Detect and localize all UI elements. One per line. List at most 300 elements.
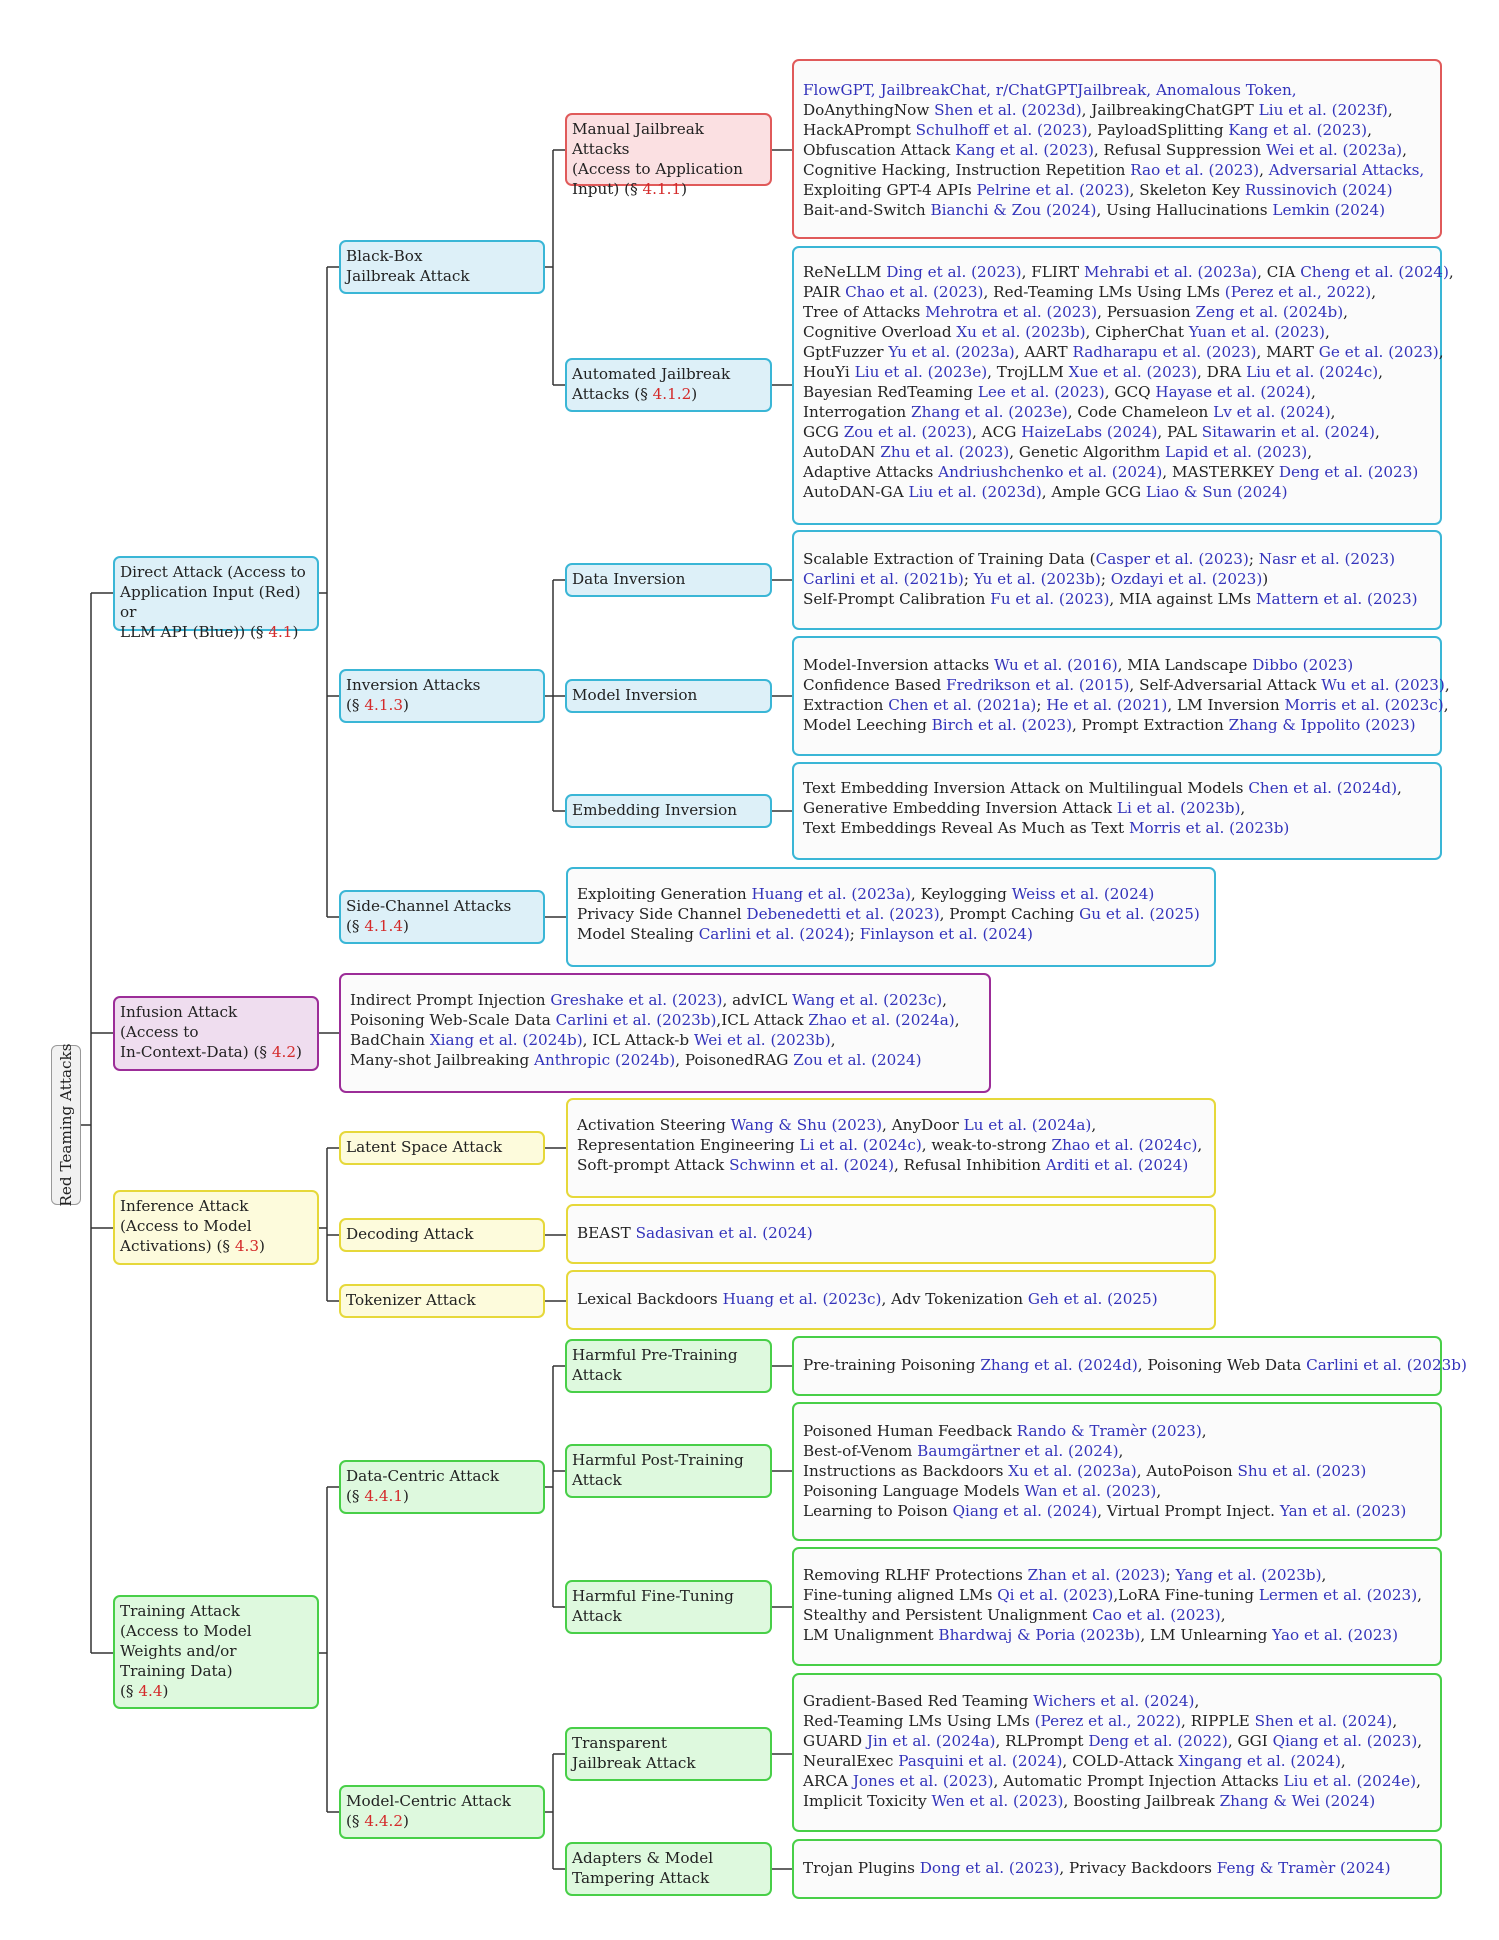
leaf-text: , PayloadSplitting <box>1087 121 1229 139</box>
leaf-tokenizer <box>566 1270 1216 1330</box>
citation-link[interactable]: Weiss et al. (2024) <box>1011 885 1155 903</box>
citation-link[interactable]: Liu et al. (2024c) <box>1246 363 1379 381</box>
node-text: (Access to <box>120 1023 199 1041</box>
leaf-text: , <box>1387 101 1393 119</box>
leaf-line <box>803 1461 1431 1481</box>
node-text: Application Input (Red) or <box>120 583 301 621</box>
citation-link[interactable]: Zeng et al. (2024b) <box>1195 303 1344 321</box>
citation-link[interactable]: Lee et al. (2023) <box>977 383 1105 401</box>
citation-link[interactable]: Jin et al. (2024a) <box>866 1732 996 1750</box>
citation-link[interactable]: Hayase et al. (2024) <box>1155 383 1311 401</box>
node-latent-space <box>339 1131 545 1165</box>
node-text: Weights and/or <box>120 1642 237 1660</box>
leaf-text: GCG <box>803 423 844 441</box>
leaf-line <box>803 1731 1431 1751</box>
leaf-line <box>803 422 1431 442</box>
node-line <box>120 1601 312 1621</box>
leaf-text: Learning to Poison <box>803 1502 953 1520</box>
node-model-centric <box>339 1785 545 1839</box>
citation-link[interactable]: Cheng et al. (2024) <box>1300 263 1449 281</box>
node-text: Decoding Attack <box>346 1225 474 1243</box>
leaf-text: , GGI <box>1227 1732 1273 1750</box>
node-line: Activations) (§ 4.3) <box>120 1237 265 1255</box>
leaf-text: ; <box>1036 696 1047 714</box>
node-line <box>572 685 765 705</box>
node-line <box>346 1224 538 1244</box>
leaf-text: , <box>1443 696 1449 714</box>
node-direct-attack <box>113 556 319 641</box>
citation-link[interactable]: Shen et al. (2024) <box>1254 1712 1393 1730</box>
node-text: Jailbreak Attack <box>572 1754 696 1772</box>
leaf-text: , <box>1343 303 1348 321</box>
leaf-text: , Boosting Jailbreak <box>1063 1792 1220 1810</box>
citation-link[interactable]: Jones et al. (2023) <box>852 1772 994 1790</box>
citation-link[interactable]: Baumgärtner et al. (2024) <box>917 1442 1119 1460</box>
citation-link[interactable]: Yao et al. (2023) <box>1272 1626 1399 1644</box>
leaf-line <box>803 589 1431 609</box>
citation-link[interactable]: FlowGPT, <box>803 81 876 99</box>
citation-link[interactable]: Rando & Tramèr (2023) <box>1016 1422 1202 1440</box>
citation-link[interactable]: (Perez et al., 2022) <box>1224 283 1372 301</box>
leaf-infusion <box>339 973 991 1093</box>
leaf-text: , Poisoning Web Data <box>1137 1356 1307 1374</box>
leaf-text: HackAPrompt <box>803 121 916 139</box>
node-line <box>572 1470 765 1490</box>
leaf-text: , MART <box>1256 343 1319 361</box>
node-line <box>120 1661 312 1681</box>
leaf-text: Interrogation <box>803 403 912 421</box>
leaf-line <box>803 1565 1431 1585</box>
section-ref[interactable]: 4.1.4 <box>364 917 404 935</box>
citation-link[interactable]: Sitawarin et al. (2024) <box>1201 423 1375 441</box>
citation-link[interactable]: Yu et al. (2023a) <box>888 343 1015 361</box>
citation-link[interactable]: Qiang et al. (2023) <box>1272 1732 1418 1750</box>
leaf-data-inversion <box>792 530 1442 630</box>
citation-link[interactable]: Li et al. (2024c) <box>799 1136 922 1154</box>
node-harmful-posttraining <box>565 1444 772 1498</box>
node-line <box>346 1466 538 1486</box>
citation-link[interactable]: Arditi et al. (2024) <box>1045 1156 1189 1174</box>
leaf-text: , <box>1156 1482 1162 1500</box>
leaf-text: , Using Hallucinations <box>1096 201 1273 219</box>
leaf-embedding-inversion <box>792 762 1442 860</box>
leaf-text: ; <box>849 925 860 943</box>
citation-link[interactable]: HaizeLabs (2024) <box>1021 423 1158 441</box>
leaf-line <box>803 715 1431 735</box>
citation-link[interactable]: Deng et al. (2022) <box>1088 1732 1228 1750</box>
citation-link[interactable]: Pelrine et al. (2023) <box>976 181 1130 199</box>
node-line <box>572 800 765 820</box>
leaf-text: Exploiting Generation <box>577 885 752 903</box>
citation-link[interactable]: Liu et al. (2023d) <box>908 483 1042 501</box>
leaf-text: Model-Inversion attacks <box>803 656 995 674</box>
citation-link[interactable]: Radharapu et al. (2023) <box>1072 343 1257 361</box>
node-line: (§ 4.1.3) <box>346 696 409 714</box>
citation-link[interactable]: Morris et al. (2023b) <box>1128 819 1290 837</box>
citation-link[interactable]: Wang et al. (2023c) <box>792 991 943 1009</box>
citation-link[interactable]: Feng & Tramèr (2024) <box>1216 1859 1391 1877</box>
leaf-text: , JailbreakingChatGPT <box>1081 101 1259 119</box>
node-line <box>572 119 765 159</box>
citation-link[interactable]: Zhang & Wei (2024) <box>1219 1792 1376 1810</box>
leaf-line <box>803 1605 1431 1625</box>
leaf-text: , Refusal Suppression <box>1093 141 1266 159</box>
node-text: Input) (§ <box>572 180 643 198</box>
leaf-line <box>803 180 1431 200</box>
citation-link[interactable]: Schulhoff et al. (2023) <box>915 121 1088 139</box>
citation-link[interactable]: Yan et al. (2023) <box>1279 1502 1407 1520</box>
leaf-text: , Refusal Inhibition <box>894 1156 1046 1174</box>
leaf-text: Generative Embedding Inversion Attack <box>803 799 1117 817</box>
citation-link[interactable]: Sadasivan et al. (2024) <box>635 1224 813 1242</box>
citation-link[interactable]: Zou et al. (2023) <box>843 423 973 441</box>
node-line <box>572 1365 765 1385</box>
citation-link[interactable]: Nasr et al. (2023) <box>1258 550 1396 568</box>
leaf-text: ,ICL Attack <box>716 1011 809 1029</box>
leaf-text: , FLIRT <box>1021 263 1085 281</box>
leaf-line <box>803 1625 1431 1645</box>
citation-link[interactable]: Xiang et al. (2024b) <box>429 1031 583 1049</box>
citation-link[interactable]: Schwinn et al. (2024) <box>729 1156 895 1174</box>
section-ref[interactable]: 4.4.2 <box>364 1812 404 1830</box>
node-line <box>572 1345 765 1365</box>
section-ref[interactable]: 4.4.1 <box>364 1487 404 1505</box>
node-line <box>346 896 538 916</box>
node-line: (§ 4.4.2) <box>346 1812 409 1830</box>
citation-link[interactable]: Bhardwaj & Poria (2023b) <box>938 1626 1141 1644</box>
leaf-line <box>803 482 1431 502</box>
leaf-latent-space <box>566 1098 1216 1198</box>
leaf-line <box>577 924 1205 944</box>
citation-link[interactable]: Ge et al. (2023) <box>1318 343 1439 361</box>
citation-link[interactable]: Liao & Sun (2024) <box>1145 483 1288 501</box>
node-text: Jailbreak Attack <box>346 267 470 285</box>
citation-link[interactable]: Xingang et al. (2024) <box>1178 1752 1341 1770</box>
citation-link[interactable]: Gu et al. (2025) <box>1079 905 1200 923</box>
citation-link[interactable]: Lu et al. (2024a) <box>963 1116 1092 1134</box>
leaf-text: , <box>1340 1752 1346 1770</box>
leaf-text: , Self-Adversarial Attack <box>1129 676 1322 694</box>
node-text: Data-Centric Attack <box>346 1467 500 1485</box>
citation-link[interactable]: Liu et al. (2023f) <box>1258 101 1388 119</box>
leaf-text: , MASTERKEY <box>1162 463 1279 481</box>
leaf-text: , <box>1402 141 1407 159</box>
node-line <box>572 1733 765 1753</box>
leaf-text: , ACG <box>972 423 1022 441</box>
leaf-line <box>803 140 1431 160</box>
citation-link[interactable]: Morris et al. (2023c) <box>1284 696 1444 714</box>
citation-link[interactable]: Qi et al. (2023) <box>997 1586 1114 1604</box>
leaf-text: Poisoning Web-Scale Data <box>350 1011 556 1029</box>
citation-link[interactable]: Mattern et al. (2023) <box>1255 590 1418 608</box>
leaf-text: , Genetic Algorithm <box>1009 443 1165 461</box>
citation-link[interactable]: Liu et al. (2024e) <box>1283 1772 1417 1790</box>
section-ref[interactable]: 4.1 <box>268 623 293 641</box>
citation-link[interactable]: Yu et al. (2023b) <box>973 570 1101 588</box>
leaf-text: Text Embeddings Reveal As Much as Text <box>803 819 1129 837</box>
node-text: Attacks (§ <box>572 385 653 403</box>
leaf-line <box>803 1751 1431 1771</box>
node-text: Automated Jailbreak <box>572 365 731 383</box>
leaf-line <box>803 80 1431 100</box>
leaf-text: , GCQ <box>1104 383 1156 401</box>
citation-link[interactable]: r/ChatGPTJailbreak, <box>995 81 1152 99</box>
section-ref[interactable]: 4.1.1 <box>642 180 682 198</box>
citation-link[interactable]: Deng et al. (2023) <box>1278 463 1419 481</box>
node-text: Tampering Attack <box>572 1869 710 1887</box>
leaf-text: , <box>1091 1116 1097 1134</box>
leaf-text: , <box>830 1031 836 1049</box>
citation-link[interactable]: Zhang et al. (2024d) <box>980 1356 1138 1374</box>
node-tokenizer <box>339 1284 545 1318</box>
node-text: Inference Attack <box>120 1197 249 1215</box>
citation-link[interactable]: Finlayson et al. (2024) <box>859 925 1033 943</box>
leaf-text: , <box>1259 161 1269 179</box>
citation-link[interactable]: Anthropic (2024b) <box>534 1051 676 1069</box>
leaf-text: , PoisonedRAG <box>675 1051 794 1069</box>
citation-link[interactable]: Carlini et al. (2024) <box>698 925 850 943</box>
leaf-text: , AART <box>1014 343 1073 361</box>
citation-link[interactable]: Zou et al. (2024) <box>793 1051 922 1069</box>
leaf-line <box>803 655 1431 675</box>
citation-link[interactable]: Xu et al. (2023b) <box>956 323 1086 341</box>
citation-link[interactable]: Lv et al. (2024) <box>1213 403 1331 421</box>
leaf-line <box>350 1050 980 1070</box>
citation-link[interactable]: Pasquini et al. (2024) <box>898 1752 1063 1770</box>
citation-link[interactable]: Huang et al. (2023c) <box>722 1290 882 1308</box>
node-harmful-pretraining <box>565 1339 772 1393</box>
node-embedding-inversion <box>565 794 772 828</box>
citation-link[interactable]: Dong et al. (2023) <box>919 1859 1060 1877</box>
section-ref[interactable]: 4.2 <box>271 1043 296 1061</box>
leaf-text: , DRA <box>1197 363 1247 381</box>
citation-link[interactable]: Zhan et al. (2023) <box>1027 1566 1166 1584</box>
root-node <box>51 1045 81 1205</box>
node-text: (§ <box>346 1812 365 1830</box>
citation-link[interactable]: Greshake et al. (2023) <box>550 991 723 1009</box>
leaf-text: , Code Chameleon <box>1067 403 1214 421</box>
citation-link[interactable]: He et al. (2021) <box>1046 696 1168 714</box>
citation-link[interactable]: Geh et al. (2025) <box>1027 1290 1158 1308</box>
citation-link[interactable]: Mehrotra et al. (2023) <box>925 303 1098 321</box>
citation-link[interactable]: Wen et al. (2023) <box>931 1792 1064 1810</box>
citation-link[interactable]: Xue et al. (2023) <box>1068 363 1198 381</box>
citation-link[interactable]: Huang et al. (2023a) <box>751 885 911 903</box>
citation-link[interactable]: Li et al. (2023b) <box>1116 799 1241 817</box>
citation-link[interactable]: Russinovich (2024) <box>1244 181 1393 199</box>
citation-link[interactable]: Chen et al. (2021a) <box>888 696 1037 714</box>
root-label: Red Teaming Attacks <box>57 1043 75 1207</box>
leaf-text: Poisoning Language Models <box>803 1482 1025 1500</box>
node-text: Activations) (§ <box>120 1237 235 1255</box>
node-text: Training Data) <box>120 1662 233 1680</box>
node-text: Model-Centric Attack <box>346 1792 512 1810</box>
citation-link[interactable]: Casper et al. (2023) <box>1095 550 1249 568</box>
node-inference-attack <box>113 1190 319 1265</box>
leaf-text: , MIA against LMs <box>1109 590 1256 608</box>
citation-link[interactable]: Kang et al. (2023) <box>955 141 1094 159</box>
citation-link[interactable]: Zhao et al. (2024c) <box>1051 1136 1198 1154</box>
citation-link[interactable]: Shen et al. (2023d) <box>934 101 1082 119</box>
citation-link[interactable]: Rao et al. (2023) <box>1130 161 1260 179</box>
section-ref[interactable]: 4.1.3 <box>364 696 404 714</box>
leaf-line <box>803 1771 1431 1791</box>
citation-link[interactable]: Shu et al. (2023) <box>1237 1462 1367 1480</box>
node-text: Attack <box>572 1607 622 1625</box>
citation-link[interactable]: Zhu et al. (2023) <box>880 443 1010 461</box>
node-text: Harmful Post-Training <box>572 1451 744 1469</box>
leaf-text: Best-of-Venom <box>803 1442 918 1460</box>
node-text: Black-Box <box>346 247 423 265</box>
citation-link[interactable]: Debenedetti et al. (2023) <box>746 905 940 923</box>
leaf-text: ; <box>1165 1566 1176 1584</box>
leaf-text: Red-Teaming LMs Using LMs <box>803 1712 1035 1730</box>
section-ref[interactable]: 4.3 <box>234 1237 260 1255</box>
node-adapters-tampering <box>565 1842 772 1896</box>
citation-link[interactable]: Zhang et al. (2023e) <box>911 403 1068 421</box>
citation-link[interactable]: Carlini et al. (2021b) <box>803 570 964 588</box>
leaf-line <box>577 1155 1205 1175</box>
citation-link[interactable]: Wang & Shu (2023) <box>730 1116 883 1134</box>
citation-link[interactable]: Wei et al. (2023a) <box>1265 141 1403 159</box>
leaf-line <box>803 1421 1431 1441</box>
leaf-transparent-jailbreak <box>792 1673 1442 1832</box>
leaf-line <box>577 1223 1205 1243</box>
leaf-line <box>803 1585 1431 1605</box>
leaf-text: , PAL <box>1157 423 1202 441</box>
leaf-line <box>803 695 1449 715</box>
leaf-text: Lexical Backdoors <box>577 1290 723 1308</box>
leaf-line <box>577 1115 1205 1135</box>
citation-link[interactable]: Fu et al. (2023) <box>990 590 1110 608</box>
leaf-text: Extraction <box>803 696 889 714</box>
citation-link[interactable]: Birch et al. (2023) <box>931 716 1073 734</box>
node-model-inversion <box>565 679 772 713</box>
node-text: Training Attack <box>120 1602 240 1620</box>
leaf-text: , CIA <box>1257 263 1301 281</box>
leaf-text: Implicit Toxicity <box>803 1792 932 1810</box>
leaf-decoding <box>566 1204 1216 1264</box>
citation-link[interactable]: Dibbo (2023) <box>1252 656 1354 674</box>
citation-link[interactable]: Wu et al. (2016) <box>994 656 1118 674</box>
leaf-text: , <box>1444 676 1450 694</box>
citation-link[interactable]: Cao et al. (2023) <box>1092 1606 1221 1624</box>
leaf-line <box>803 160 1431 180</box>
node-text: Tokenizer Attack <box>346 1291 476 1309</box>
node-line <box>572 364 765 384</box>
citation-link[interactable]: Zhang & Ippolito (2023) <box>1228 716 1416 734</box>
node-line <box>120 562 312 582</box>
node-line <box>346 675 538 695</box>
leaf-text: , Red-Teaming LMs Using LMs <box>983 283 1225 301</box>
citation-link[interactable]: Wichers et al. (2024) <box>1033 1692 1195 1710</box>
leaf-text: , <box>1321 1566 1327 1584</box>
citation-link[interactable]: Yuan et al. (2023) <box>1188 323 1325 341</box>
leaf-text: , AnyDoor <box>882 1116 964 1134</box>
leaf-side-channel <box>566 867 1216 967</box>
leaf-text: , <box>1201 1422 1207 1440</box>
leaf-text: AutoDAN-GA <box>803 483 909 501</box>
citation-link[interactable]: Wei et al. (2023b) <box>693 1031 831 1049</box>
section-ref[interactable]: 4.1.2 <box>652 385 692 403</box>
leaf-text: , Automatic Prompt Injection Attacks <box>993 1772 1284 1790</box>
leaf-text: HouYi <box>803 363 855 381</box>
leaf-line <box>803 549 1431 569</box>
node-line <box>572 1868 765 1888</box>
citation-link[interactable]: Chao et al. (2023) <box>845 283 984 301</box>
citation-link[interactable]: Carlini et al. (2023b) <box>1306 1356 1467 1374</box>
leaf-text: , MIA Landscape <box>1117 656 1253 674</box>
node-line: LLM API (Blue)) (§ 4.1) <box>120 623 299 641</box>
leaf-text: Pre-training Poisoning <box>803 1356 981 1374</box>
citation-link[interactable]: Bianchi & Zou (2024) <box>930 201 1097 219</box>
node-text: Model Inversion <box>572 686 698 704</box>
leaf-line <box>350 990 980 1010</box>
citation-link[interactable]: Andriushchenko et al. (2024) <box>938 463 1163 481</box>
node-text: Direct Attack (Access to <box>120 563 306 581</box>
citation-link[interactable]: Mehrabi et al. (2023a) <box>1084 263 1258 281</box>
node-line <box>572 1753 765 1773</box>
node-text: Side-Channel Attacks <box>346 897 512 915</box>
citation-link[interactable]: Qiang et al. (2024) <box>952 1502 1098 1520</box>
node-text: (§ <box>346 917 365 935</box>
citation-link[interactable]: Wan et al. (2023) <box>1024 1482 1157 1500</box>
leaf-text: , <box>1240 799 1246 817</box>
citation-link[interactable]: Ozdayi et al. (2023) <box>1110 570 1263 588</box>
node-text: Adapters & Model <box>572 1849 714 1867</box>
citation-link[interactable]: Xu et al. (2023a) <box>1008 1462 1137 1480</box>
citation-link[interactable]: Ding et al. (2023) <box>886 263 1022 281</box>
citation-link[interactable]: JailbreakChat, <box>880 81 991 99</box>
node-text: Manual Jailbreak Attacks <box>572 120 704 158</box>
leaf-line <box>803 1691 1431 1711</box>
leaf-text: PAIR <box>803 283 846 301</box>
leaf-text: , <box>942 991 947 1009</box>
leaf-text: , <box>1378 363 1383 381</box>
citation-link[interactable]: Lermen et al. (2023) <box>1258 1586 1418 1604</box>
node-text: Attack <box>572 1366 622 1384</box>
citation-link[interactable]: Anomalous Token, <box>1155 81 1297 99</box>
citation-link[interactable]: Carlini et al. (2023b) <box>555 1011 717 1029</box>
citation-link[interactable]: Lemkin (2024) <box>1272 201 1386 219</box>
leaf-text: , LM Inversion <box>1167 696 1285 714</box>
citation-link[interactable]: Kang et al. (2023) <box>1228 121 1368 139</box>
leaf-text: GUARD <box>803 1732 867 1750</box>
leaf-text: , <box>1416 1772 1421 1790</box>
section-ref[interactable]: 4.4 <box>138 1682 163 1700</box>
citation-link[interactable]: Fredrikson et al. (2015) <box>946 676 1130 694</box>
citation-link[interactable]: Lapid et al. (2023) <box>1164 443 1308 461</box>
node-line: (§ 4.4) <box>120 1682 169 1700</box>
citation-link[interactable]: Chen et al. (2024d) <box>1248 779 1398 797</box>
node-line <box>572 1848 765 1868</box>
leaf-text: , Prompt Caching <box>939 905 1080 923</box>
citation-link[interactable]: Liu et al. (2023e) <box>854 363 988 381</box>
citation-link[interactable]: Adversarial Attacks, <box>1268 161 1425 179</box>
node-text: Inversion Attacks <box>346 676 481 694</box>
citation-link[interactable]: Yang et al. (2023b) <box>1175 1566 1322 1584</box>
citation-link[interactable]: Zhao et al. (2024a) <box>808 1011 955 1029</box>
node-line <box>120 1022 312 1042</box>
node-manual-jailbreak <box>565 113 772 198</box>
node-text: Harmful Fine-Tuning <box>572 1587 734 1605</box>
citation-link[interactable]: (Perez et al., 2022) <box>1034 1712 1182 1730</box>
citation-link[interactable]: Wu et al. (2023) <box>1321 676 1445 694</box>
node-text: Data Inversion <box>572 570 686 588</box>
node-text: Infusion Attack <box>120 1003 238 1021</box>
leaf-line <box>803 262 1454 282</box>
leaf-line <box>803 322 1431 342</box>
